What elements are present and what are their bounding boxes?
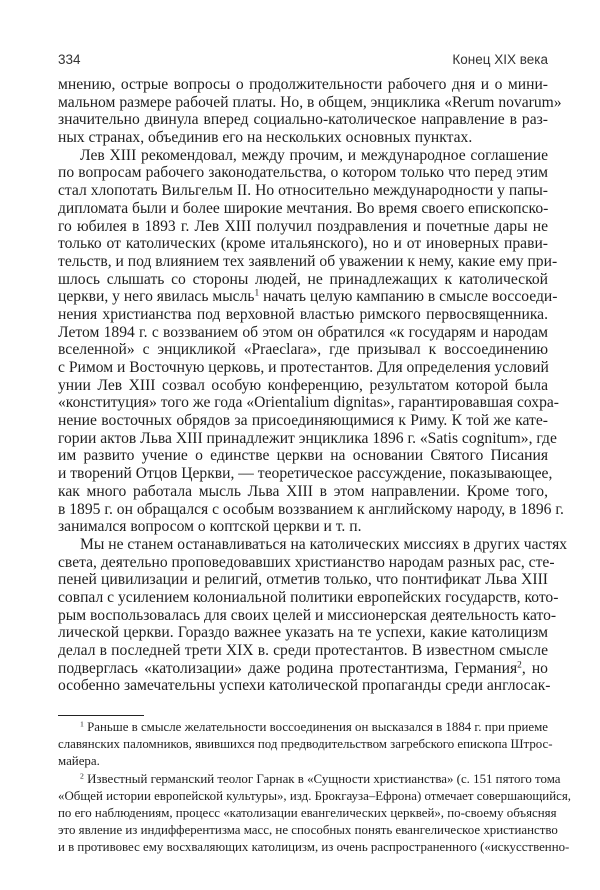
text-line: тельств, и под влиянием тех заявлений об уважении к нему, какие ему при-	[58, 252, 558, 270]
text-line: дипломата были и более широкие мечтания. Во время своего епископско-	[58, 199, 549, 217]
text-line: им развито учение о единстве церкви на основании Святого Писания	[58, 447, 548, 465]
text-line: рым воспользовалась для своих целей и миссионерская деятельность като-	[58, 606, 557, 624]
text-line: только от католических (кроме итальянского), но и от иноверных прави-	[58, 235, 548, 253]
paragraph	[58, 535, 568, 695]
text-line: особенно замечательны успехи католической пропаганды среди англосак-	[58, 677, 551, 695]
text-line: го юбилея в 1893 г. Лев XIII получил поздравления и почетные дары не	[58, 217, 548, 235]
text-line: пеней цивилизации и религий, отметив только, что понтификат Льва XIII	[58, 571, 548, 589]
text-line: славянских паломников, явившихся под предводительством загребского епископа Штрос-	[58, 737, 553, 752]
text-line: делал в последней трети XIX в. среди протестантов. В известном смысле	[58, 642, 548, 659]
footnote-marker: 1	[80, 719, 84, 729]
footnote	[58, 770, 571, 857]
footnote	[58, 719, 553, 771]
text-line: подверглась «католизации» даже родина протестантизма, Германия$^2$, но	[58, 659, 548, 677]
text-line: мальном размере рабочей платы. Но, в общем, энциклика «Rerum novarum»	[58, 93, 562, 111]
text-line: мнению, острые вопросы о продолжительности рабочего дня и о мини-	[58, 76, 548, 93]
text-line: в 1895 г. он обращался с особым воззванием к английскому народу, в 1896 г.	[58, 500, 564, 518]
text-line: церкви, у него явилась мысль$^1$ начать целую кампанию в смысле воссоеди-	[58, 288, 558, 306]
text-line: Лев XIII рекомендовал, между прочим, и международное соглашение	[80, 146, 548, 164]
text-line: унии Лев XIII созвал особую конференцию, результатом которой была	[58, 376, 548, 394]
text-line: шлось слышать со стороны людей, не принадлежащих к католической	[58, 270, 548, 288]
text-line: совпал с усилением колониальной политики европейских государств, кото-	[58, 588, 559, 606]
page-number: 334	[58, 52, 81, 67]
text-line: занимался вопросом о коптской церкви и т. п.	[58, 518, 362, 536]
footnote-divider	[58, 715, 144, 716]
footnote-marker: 2	[80, 770, 84, 780]
text-line: гории актов Льва XIII принадлежит энциклика 1896 г. «Satis cognitum», где	[58, 429, 557, 447]
text-line: по вопросам рабочего законодательства, о котором только что перед этим	[58, 164, 548, 182]
paragraph	[58, 146, 564, 536]
text-line: нения христианства под верховной властью римского первосвященника.	[58, 305, 548, 323]
footnote-marker: 1	[254, 288, 260, 299]
text-line: лической церкви. Гораздо важнее указать на те успехи, какие католицизм	[58, 624, 548, 642]
text-line: $^1$ Раньше в смысле желательности воссоединения он высказался в 1884 г. при приеме	[80, 719, 549, 734]
text-line: Летом 1894 г. с воззванием об этом он обратился «к государям и народам	[58, 323, 548, 341]
text-line: с Римом и Восточную церковь, и протестантов. Для определения условий	[58, 359, 549, 376]
text-line: майера.	[58, 754, 100, 769]
footnote-marker: 2	[517, 660, 522, 671]
text-line: «Общей истории европейской культуры», изд. Брокгауза–Ефрона) отмечает совершающийся,	[58, 788, 571, 803]
text-line: и творений Отцов Церкви, — теоретическое рассуждение, показывающее,	[58, 465, 553, 483]
text-line: «конституция» того же года «Orientalium dignitas», гарантировавшая сохра-	[58, 394, 560, 412]
main-text	[58, 76, 568, 695]
text-line: и в противовес ему восхваляющих католицизм, из очень распространенного («искусственно-	[58, 840, 570, 855]
text-line: это явление из индифферентизма масс, не способных понять евангелическое христианство	[58, 823, 558, 838]
text-line: как много работала мысль Льва XIII в этом направлении. Кроме того,	[58, 482, 548, 500]
footnotes	[58, 719, 571, 857]
running-title: Конец XIX века	[452, 52, 548, 67]
text-line: по его наблюдениям, процесс «католизации евангелических церквей», по-своему объясняя	[58, 805, 557, 820]
text-line: значительно двинула вперед социально-католическое направление в раз-	[58, 111, 548, 129]
paragraph	[58, 76, 562, 147]
text-line: света, деятельно проповедовавших христианство народам разных рас, сте-	[58, 553, 555, 571]
text-line: ных странах, объединив его на нескольких основных пунктах.	[58, 129, 473, 147]
text-line: Мы не станем останавливаться на католических миссиях в других частях	[80, 535, 568, 553]
text-line: нение восточных обрядов за присоединяющимися к Риму. К той же кате-	[58, 412, 548, 430]
text-line: стал хлопотать Вильгельм II. Но относительно международности у папы-	[58, 182, 548, 200]
running-header	[58, 52, 548, 70]
text-line: вселенной» с энцикликой «Praeclara», где призывал к воссоединению	[58, 341, 548, 359]
text-line: $^2$ Известный германский теолог Гарнак в «Сущности христианства» (с. 151 пятого тома	[80, 770, 561, 786]
